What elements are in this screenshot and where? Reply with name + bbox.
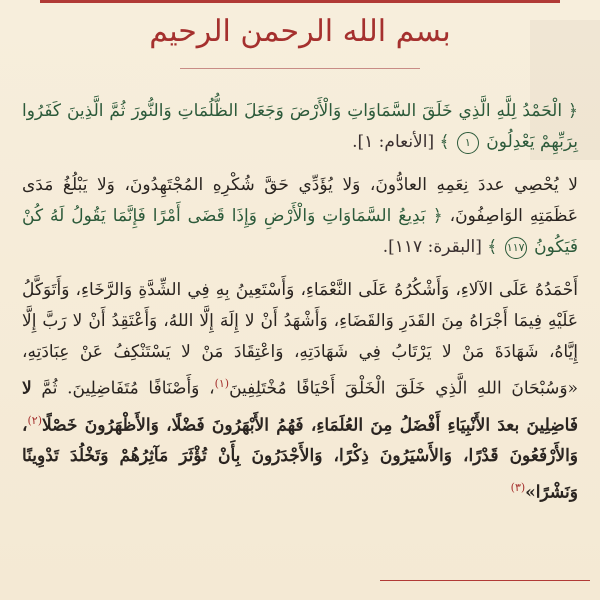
quran-verse: الْحَمْدُ لِلَّهِ الَّذِي خَلَقَ السَّمَاوَاتِ وَالْأَرْضَ وَجَعَلَ الظُّلُمَاتِ وَالنُّورَ ثُمَّ الَّذِينَ كَفَرُوا بِرَبِّهِمْ يَعْدِلُونَ xyxy=(22,101,578,152)
paragraph-text: أَحْمَدُهُ عَلَى الآلاءِ، وَأَشْكُرُهُ عَلَى النَّعْمَاءِ، وَأَسْتَعِينُ بِهِ فِي الشِّدَّةِ وَالرَّخَاءِ، وَأَتَوَكَّلُ عَلَيْهِ فِيمَا أَجْرَاهُ مِنَ القَدَرِ وَالقَضَاءِ، وَأَشْهَدُ أَنْ لا إِلَهَ إِلَّا اللهُ، وَأَعْتَقِدُ أَنْ لا رَبَّ إِلَّا إِيَّاهُ، شَهَادَةَ مَنْ لا يَرْتَابُ فِي شَهَادَتِهِ، وَاعْتِقَادَ مَنْ لا يَسْتَنْكِفُ عَنْ عِبَادَتِهِ، «وَسُبْحَانَ اللهِ الَّذِي خَلَقَ الْخَلْقَ أَحْيَافًا مُخْتَلِفِينَ xyxy=(22,280,578,399)
basmala-heading: بسم الله الرحمن الرحيم xyxy=(149,14,451,49)
document-body xyxy=(22,96,578,521)
surah-reference: [البقرة: ١١٧]. xyxy=(382,237,482,257)
bold-text: لا فَاضِلِينَ بعدَ الأَنْبِيَاءِ أَفْضَلُ مِنَ العُلَمَاءِ، فَهُمُ الأَبْهَرُونَ فَضْلًا، وَالأَظْهَرُونَ خَصْلًا xyxy=(22,378,578,436)
surah-reference: [الأنعام: ١]. xyxy=(352,132,435,152)
quran-open-bracket: ﴿ xyxy=(432,206,443,226)
ayah-number-icon: ١١٧ xyxy=(505,237,527,259)
footnote-separator xyxy=(380,580,590,581)
paragraph-text: لا يُحْصِي عددَ نِعَمِهِ العادُّونَ، وَلا يُؤَدِّي حَقَّ شُكْرِهِ المُجْتَهِدُونَ، وَلا يَبْلُغُ مَدَى عَظَمَتِهِ الوَاصِفُونَ، xyxy=(22,175,578,226)
ayah-number-icon: ١ xyxy=(457,132,479,154)
basmala-underline xyxy=(180,68,420,69)
paragraph-text: ، وَأَصْنَافًا مُتَفَاضِلِينَ. ثُمَّ xyxy=(41,378,215,399)
bold-text: ، وَالأَرْفَعُونَ قَدْرًا، وَالأَسْيَرُونَ ذِكْرًا، وَالأَجْدَرُونَ بِأَنْ تُؤْثَرَ مَآثِرُهُمْ وَتَخْلُدَ تَدْوِينًا وَنَشْرًا» xyxy=(22,415,578,503)
quran-close-bracket: ﴾ xyxy=(439,132,450,152)
paragraph-2 xyxy=(22,170,578,263)
quran-close-bracket: ﴾ xyxy=(487,237,498,257)
quran-open-bracket: ﴿ xyxy=(568,101,579,121)
footnote-marker[interactable]: (٢) xyxy=(27,413,43,427)
top-rule xyxy=(40,0,560,3)
footnote-marker[interactable]: (١) xyxy=(214,377,230,390)
paragraph-1 xyxy=(22,96,578,158)
paragraph-3 xyxy=(22,275,578,509)
quran-verse: بَدِيعُ السَّمَاوَاتِ وَالْأَرْضِ وَإِذَا قَضَى أَمْرًا فَإِنَّمَا يَقُولُ لَهُ كُنْ فَيَكُونُ xyxy=(22,206,578,257)
footnote-marker[interactable]: (٣) xyxy=(510,481,526,495)
